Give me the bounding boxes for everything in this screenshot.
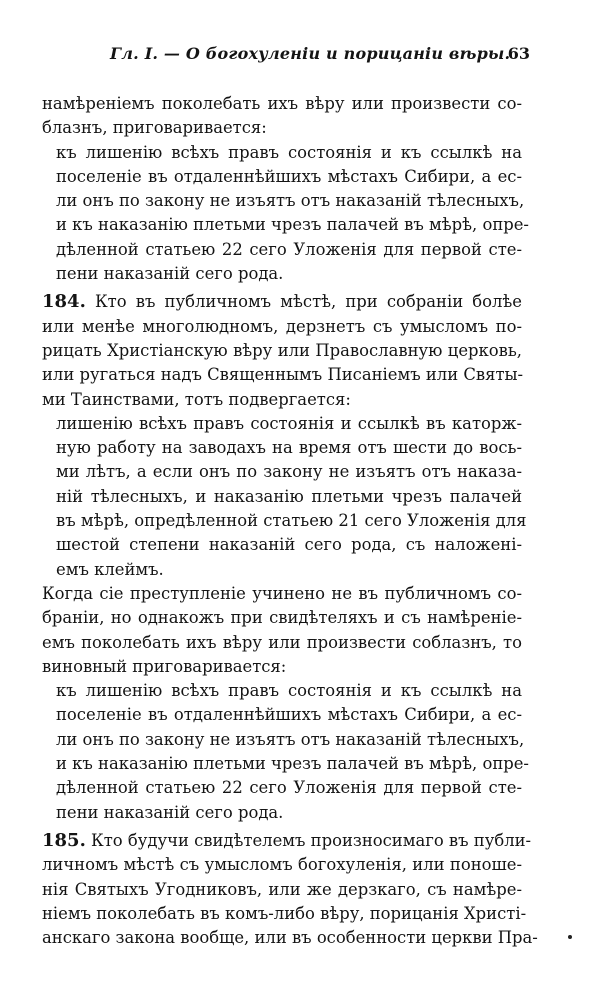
text-line: пени наказаній сего рода. xyxy=(56,264,284,284)
text-line: лишенію всѣхъ правъ состоянія и ссылкѣ въ каторж- xyxy=(56,413,522,433)
text-line: емъ поколебать ихъ вѣру или произвести соблазнъ, то xyxy=(42,632,522,652)
line-text: Кто будучи свидѣтелемъ произносимаго въ публи- xyxy=(85,830,532,850)
text-line: поселеніе въ отдаленнѣйшихъ мѣстахъ Сибири, а ес- xyxy=(56,166,522,186)
page-number: 63 xyxy=(507,44,530,63)
article-paragraph xyxy=(42,290,522,411)
text-line: нія Святыхъ Угодниковъ, или же дерзкаго, съ намѣре- xyxy=(42,879,522,899)
page-header xyxy=(110,44,530,68)
text-line: Когда сіе преступленіе учинено не въ публичномъ со- xyxy=(42,583,522,603)
article-paragraph xyxy=(42,829,538,950)
text-line: анскаго закона вообще, или въ особенности церкви Пра- xyxy=(42,928,538,948)
text-line: къ лишенію всѣхъ правъ состоянія и къ ссылкѣ на xyxy=(56,142,522,162)
text-line xyxy=(42,290,522,314)
page-body xyxy=(42,92,538,950)
text-paragraph xyxy=(42,582,522,679)
text-line: въ мѣрѣ, опредѣленной статьею 21 сего Уложенія для xyxy=(56,511,527,531)
text-line: намѣреніемъ поколебать ихъ вѣру или произвести со- xyxy=(42,94,522,113)
penalty-paragraph xyxy=(42,141,529,287)
text-line: ніемъ поколебать въ комъ-либо вѣру, порицанія Христі- xyxy=(42,903,527,923)
text-line: ли онъ по закону не изъятъ отъ наказаній тѣлесныхъ, xyxy=(56,191,525,211)
running-head: Гл. І. — О богохуленіи и порицаніи вѣры. xyxy=(110,44,511,63)
text-line: личномъ мѣстѣ съ умысломъ богохуленія, или поноше- xyxy=(42,855,522,875)
text-line: дѣленной статьею 22 сего Уложенія для первой сте- xyxy=(56,778,522,798)
text-line: поселеніе въ отдаленнѣйшихъ мѣстахъ Сибири, а ес- xyxy=(56,705,522,725)
text-line: браніи, но однакожъ при свидѣтеляхъ и съ намѣреніе- xyxy=(42,608,522,628)
text-paragraph xyxy=(42,92,522,141)
text-line: шестой степени наказаній сего рода, съ наложені- xyxy=(56,535,522,555)
text-line: виновный приговаривается: xyxy=(42,656,287,676)
text-line: къ лишенію всѣхъ правъ состоянія и къ ссылкѣ на xyxy=(56,681,522,701)
article-number: 185. xyxy=(42,829,86,851)
text-line: ній тѣлесныхъ, и наказанію плетьми чрезъ палачей xyxy=(56,486,522,506)
penalty-paragraph xyxy=(42,679,529,825)
text-line: блазнъ, приговаривается: xyxy=(42,118,267,138)
penalty-paragraph xyxy=(42,412,527,582)
text-line: ли онъ по закону не изъятъ отъ наказаній тѣлесныхъ, xyxy=(56,729,525,749)
text-line: пени наказаній сего рода. xyxy=(56,802,284,822)
text-line: емъ клеймъ. xyxy=(56,559,164,579)
text-line: и къ наказанію плетьми чрезъ палачей въ мѣрѣ, опре- xyxy=(56,215,529,235)
print-speck xyxy=(568,935,572,939)
text-line: или ругаться надъ Священнымъ Писаніемъ или Святы- xyxy=(42,365,524,385)
text-line xyxy=(42,829,532,853)
text-line: и къ наказанію плетьми чрезъ палачей въ мѣрѣ, опре- xyxy=(56,754,529,774)
line-text: Кто въ публичномъ мѣстѣ, при собраніи болѣе xyxy=(85,292,522,312)
text-line: ми лѣтъ, а если онъ по закону не изъятъ отъ наказа- xyxy=(56,462,522,482)
text-line: рицать Христіанскую вѣру или Православную церковь, xyxy=(42,340,522,360)
text-line: ми Таинствами, тотъ подвергается: xyxy=(42,389,351,409)
text-line: ную работу на заводахъ на время отъ шести до вось- xyxy=(56,438,522,458)
article-number: 184. xyxy=(42,291,86,313)
text-line: дѣленной статьею 22 сего Уложенія для первой сте- xyxy=(56,239,522,259)
text-line: или менѣе многолюдномъ, дерзнетъ съ умысломъ по- xyxy=(42,316,522,336)
